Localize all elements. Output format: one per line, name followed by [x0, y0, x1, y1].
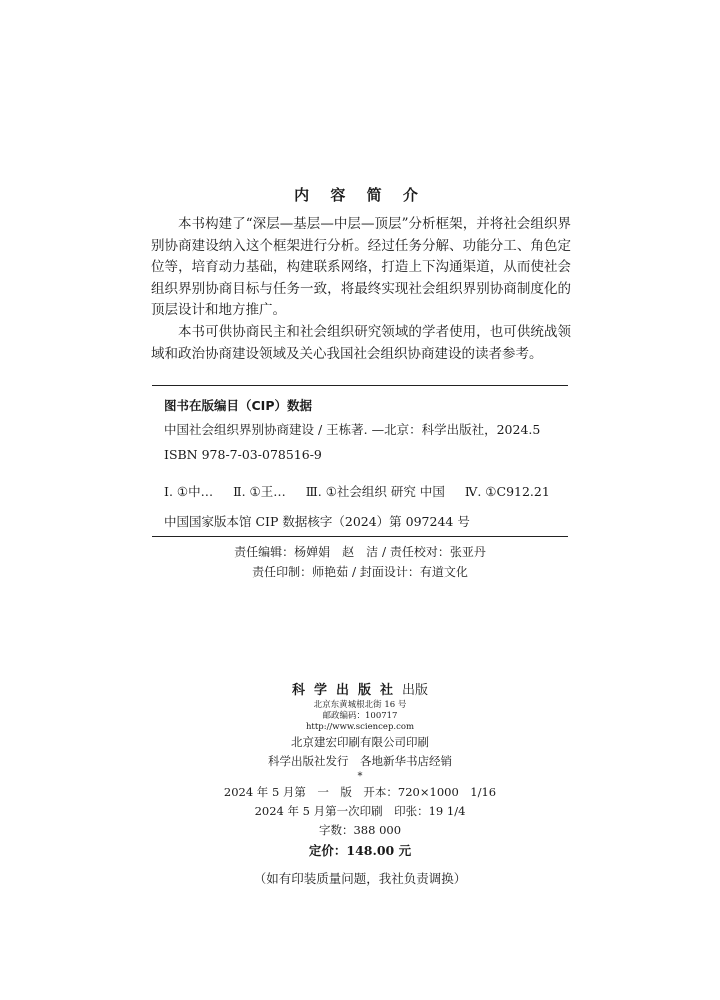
separator-star: *: [357, 771, 363, 782]
publisher-name: [0, 682, 720, 700]
cip-record-number: 中国国家版本馆 CIP 数据核字（2024）第 097244 号: [164, 514, 470, 529]
cip-title-line: 中国社会组织界别协商建设 / 王栋著. —北京：科学出版社，2024.5: [164, 422, 541, 437]
cip-class-2: Ⅱ. ①王…: [233, 484, 286, 499]
quality-note: （如有印装质量问题，我社负责调换）: [253, 871, 467, 886]
cip-block: [152, 385, 568, 537]
printer: 北京建宏印刷有限公司印刷: [291, 735, 429, 749]
distribution: 科学出版社发行 各地新华书店经销: [268, 754, 452, 768]
intro-paragraph-2: 本书可供协商民主和社会组织研究领域的学者使用，也可供统战领域和政治协商建设领域及关心我国社会组织协商建设的读者参考。: [151, 323, 571, 362]
credits-production: 责任印制：师艳茹 / 封面设计：有道文化: [252, 565, 468, 579]
intro-title: 内 容 简 介: [294, 186, 426, 204]
publisher-brand: 科学出版社: [291, 683, 402, 698]
cip-class-1: Ⅰ. ①中…: [164, 484, 214, 499]
credits-editors: 责任编辑：杨婵娟 赵 洁 / 责任校对：张亚丹: [234, 545, 486, 559]
publisher-postcode: 邮政编码：100717: [322, 711, 398, 721]
printing-sheets: 2024 年 5 月第一次印刷 印张：19 1/4: [254, 804, 466, 818]
publisher-website: http://www.sciencep.com: [305, 722, 415, 732]
publisher-block: [0, 682, 720, 890]
publisher-suffix: 出版: [402, 683, 429, 698]
cip-heading: 图书在版编目（CIP）数据: [164, 398, 312, 413]
intro-paragraph-1: 本书构建了“深层—基层—中层—顶层”分析框架，并将社会组织界别协商建设纳入这个框架进行分析。经过任务分解、功能分工、角色定位等，培育动力基础，构建联系网络，打造上下沟通渠道，从而使社会组织界别协商目标与任务一致，将最终实现社会组织界别协商制度化的顶层设计和地方推广。: [151, 216, 571, 319]
cip-class-4: Ⅳ. ①C912.21: [464, 484, 550, 499]
cip-isbn: ISBN 978-7-03-078516-9: [164, 447, 322, 462]
publisher-address: 北京东黄城根北街 16 号: [313, 700, 407, 710]
cip-classification: [164, 482, 566, 500]
credits: [0, 542, 720, 582]
intro-section: [151, 214, 571, 365]
cip-class-3: Ⅲ. ①社会组织 研究 中国: [305, 484, 445, 499]
word-count: 字数：388 000: [318, 823, 402, 837]
price: 定价：148.00 元: [308, 843, 412, 858]
edition-format: 2024 年 5 月第 一 版 开本：720×1000 1/16: [223, 785, 497, 799]
